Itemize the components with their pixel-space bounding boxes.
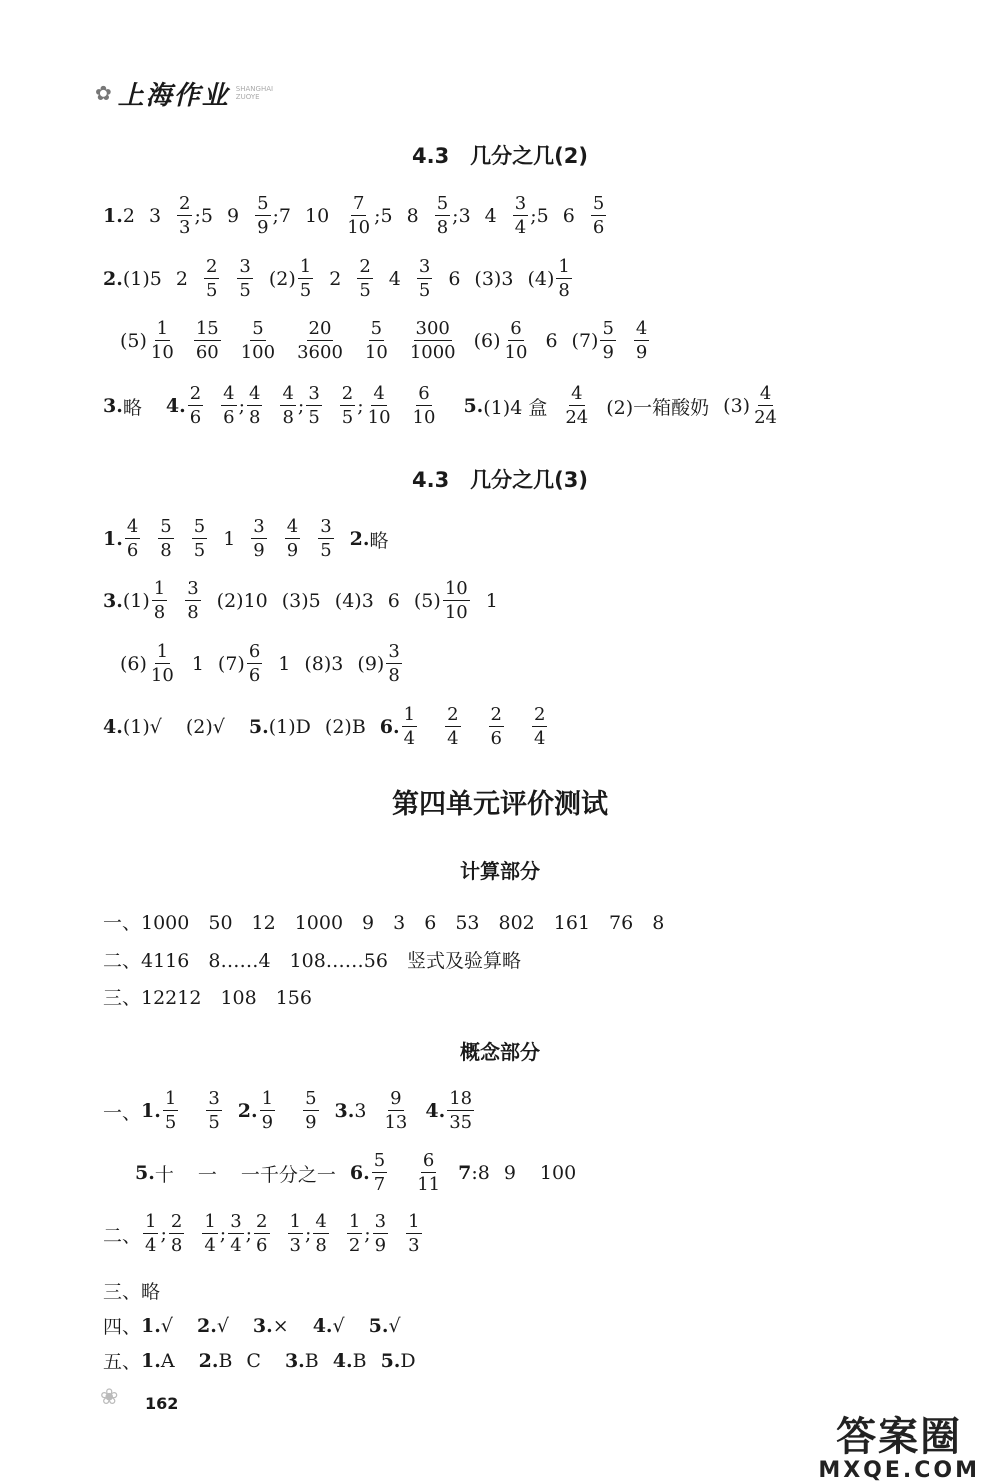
book-title: 上海作业 — [117, 80, 230, 111]
page-number: 162 — [145, 1394, 179, 1413]
answer-line: 3. (1) $\frac{1}{8}$ $\frac{3}{8}$ (2)10 (3)5 (4)3 6 (5) $\frac{10}{10}$ 1 — [103, 578, 498, 623]
watermark — [818, 1405, 980, 1483]
subsection-title: 概念部分 — [460, 1040, 540, 1064]
book-header — [95, 70, 296, 116]
answer-line: 1. $\frac{4}{6}$ $\frac{5}{8}$ $\frac{5}{5}$ 1 $\frac{3}{9}$ $\frac{4}{9}$ $\frac{3}{5}$ 2. 略 — [103, 516, 389, 561]
answer-line: 五、 1. A 2. B C 3. B 4. B 5. D — [103, 1349, 416, 1373]
watermark-url: MXQE.COM — [818, 1458, 980, 1483]
answer-line: 四、 1. √ 2. √ 3. × 4. √ 5. √ — [103, 1314, 401, 1338]
watermark-logo: 答案圈 — [836, 1414, 963, 1460]
book-title-en: SHANGHAI ZUOYE — [235, 85, 274, 101]
answer-line: (6) $\frac{1}{10}$ 1 (7) $\frac{6}{6}$ 1 (8)3 (9) $\frac{3}{8}$ — [120, 641, 400, 686]
answer-line: 三、略 — [103, 1281, 161, 1303]
answer-line: 1. 2 3 $\frac{2}{3}$ ;5 9 $\frac{5}{9}$ ;7 10 $\frac{7}{10}$ ;5 8 $\frac{5}{8}$ ;3 4 $\frac{3}{4}$ ;5 6 $\frac{5}{6}$ — [103, 193, 605, 238]
section-title: 4.3 几分之几(3) — [411, 468, 588, 492]
answer-line: (5) $\frac{1}{10}$ $\frac{15}{60}$ $\frac{5}{100}$ $\frac{20}{3600}$ $\frac{5}{10}$ $\frac{300}{1000}$ (6) $\frac{6}{10}$ 6 (7) $\frac{5}{9}$ $\frac{4}{9}$ — [120, 318, 648, 363]
answer-line: 一、 1. $\frac{1}{5}$ $\frac{3}{5}$ 2. $\frac{1}{9}$ $\frac{5}{9}$ 3. 3 $\frac{9}{13}$ 4. $\frac{18}{35}$ — [103, 1088, 473, 1133]
section-title: 4.3 几分之几(2) — [411, 144, 588, 168]
unit-title: 第四单元评价测试 — [392, 789, 608, 820]
answer-line: 一、1000 50 12 1000 9 3 6 53 802 161 76 8 — [103, 912, 665, 934]
answer-line: 2. (1)5 2 $\frac{2}{5}$ $\frac{3}{5}$ (2) $\frac{1}{5}$ 2 $\frac{2}{5}$ 4 $\frac{3}{5}$ 6 (3)3 (4) $\frac{1}{8}$ — [103, 256, 570, 301]
mascot-icon: ✿ — [95, 81, 112, 105]
answer-line: 三、12212 108 156 — [103, 987, 312, 1009]
answer-line: 3. 略 4. $\frac{2}{6}$ $\frac{4}{6}$ ; $\frac{4}{8}$ $\frac{4}{8}$ ; $\frac{3}{5}$ $\frac{2}{5}$ ; $\frac{4}{10}$ $\frac{6}{10}$ 5. (1)4 盒 $\frac{4}{24}$ (2)一箱酸奶 (3) $\frac{4}{24}$ — [103, 383, 777, 428]
answer-line: 二、 $\frac{1}{4}$ ; $\frac{2}{8}$ $\frac{1}{4}$ ; $\frac{3}{4}$ ; $\frac{2}{6}$ $\frac{1}{3}$ ; $\frac{4}{8}$ $\frac{1}{2}$ ; $\frac{3}{9}$ $\frac{1}{3}$ — [103, 1211, 420, 1256]
subsection-title: 计算部分 — [460, 859, 540, 883]
answer-line: 二、4116 8……4 108……56 竖式及验算略 — [103, 950, 521, 972]
answer-line: 5. 十 一 一千分之一 6. $\frac{5}{7}$ $\frac{6}{11}$ 7 :8 9 100 — [135, 1150, 577, 1195]
answer-line: 4. (1)√ (2)√ 5. (1)D (2)B 6. $\frac{1}{4}$ $\frac{2}{4}$ $\frac{2}{6}$ $\frac{2}{4}$ — [103, 704, 546, 749]
flower-ornament-icon: ❀ — [100, 1385, 119, 1410]
